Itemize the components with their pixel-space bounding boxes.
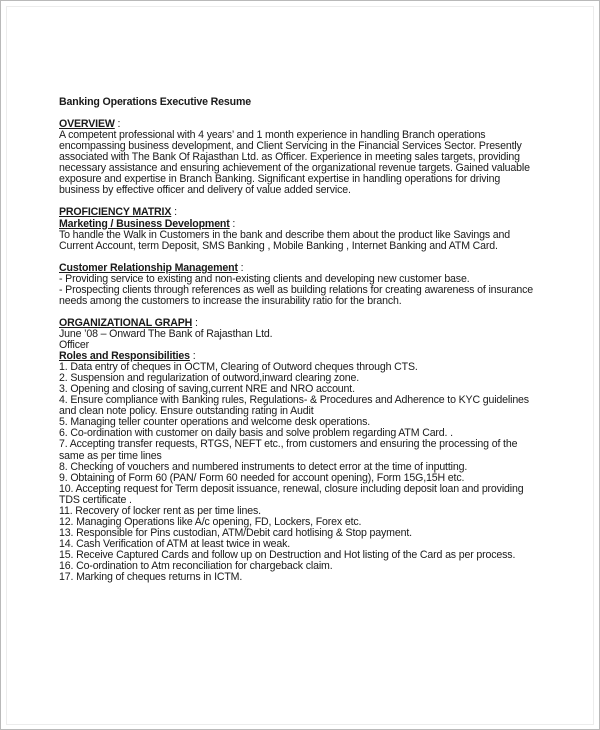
role-line: 13. Responsible for Pins custodian, ATM/Debit card hotlising & Stop payment. bbox=[59, 526, 412, 539]
role-line: 12. Managing Operations like A/c opening, FD, Lockers, Forex etc. bbox=[59, 515, 362, 528]
role-line: 11. Recovery of locker rent as per time lines. bbox=[59, 504, 261, 517]
overview-line: associated with The Bank Of Rajasthan Ltd. as Officer. Experience in meeting sales targets, providing bbox=[59, 151, 520, 164]
role-line: 10. Accepting request for Term deposit issuance, renewal, closure including deposit loan and providing bbox=[59, 482, 524, 495]
marketing-heading: Marketing / Business Development bbox=[59, 217, 230, 230]
role-line: TDS certificate . bbox=[59, 493, 132, 506]
role-line: 4. Ensure compliance with Banking rules, Regulations- & Procedures and Adherence to KYC guidelines bbox=[59, 394, 529, 407]
role-line: 2. Suspension and regularization of outword,inward clearing zone. bbox=[59, 372, 360, 385]
org-heading-colon: : bbox=[192, 316, 198, 329]
role-line: 5. Managing teller counter operations and welcome desk operations. bbox=[59, 416, 371, 429]
overview-line: necessary assistance and ensuring achievement of the organizational revenue targets. Gained valuable bbox=[59, 162, 530, 175]
org-heading: ORGANIZATIONAL GRAPH bbox=[59, 316, 193, 329]
role-line: 8. Checking of vouchers and numbered instruments to detect error at the time of inputting. bbox=[59, 460, 468, 473]
org-tenure: June ’08 – Onward The Bank of Rajasthan Ltd. bbox=[59, 327, 273, 340]
role-line: 6. Co-ordination with customer on daily basis and solve problem regarding ATM Card. . bbox=[59, 427, 453, 440]
marketing-heading-colon: : bbox=[229, 217, 236, 230]
spacer bbox=[59, 108, 547, 119]
crm-heading-colon: : bbox=[237, 261, 244, 274]
role-line: 1. Data entry of cheques in OCTM, Clearing of Outword cheques through CTS. bbox=[59, 361, 418, 374]
role-line: 16. Co-ordination to Atm reconciliation for chargeback claim. bbox=[59, 559, 333, 572]
overview-line: encompassing business development, and Client Servicing in the Financial Services Sector. Presently bbox=[59, 140, 522, 153]
role-line: 14. Cash Verification of ATM at least twice in weak. bbox=[59, 537, 291, 550]
role-line: 7. Accepting transfer requests, RTGS, NEFT etc., from customers and ensuring the processing of the bbox=[59, 438, 518, 451]
proficiency-heading-colon: : bbox=[171, 206, 177, 219]
overview-heading: OVERVIEW bbox=[59, 118, 115, 131]
marketing-line: Current Account, term Deposit, SMS Banking , Mobile Banking , Internet Banking and ATM Card. bbox=[59, 239, 498, 252]
crm-line: needs among the customers to increase the insurability ratio for the branch. bbox=[59, 294, 402, 307]
proficiency-heading: PROFICIENCY MATRIX bbox=[59, 206, 172, 219]
overview-line: business by effective officer and delivery of value added service. bbox=[59, 184, 351, 197]
overview-heading-colon: : bbox=[114, 118, 121, 131]
marketing-heading-line bbox=[59, 219, 547, 230]
crm-heading: Customer Relationship Management bbox=[59, 261, 238, 274]
role-line: 9. Obtaining of Form 60 (PAN/ Form 60 needed for account opening), Form 15G,15H etc. bbox=[59, 471, 465, 484]
roles-heading-colon: : bbox=[189, 350, 196, 363]
crm-line: - Providing service to existing and non-existing clients and developing new customer base. bbox=[59, 272, 470, 285]
overview-line: A competent professional with 4 years’ and 1 month experience in handling Branch operations bbox=[59, 129, 486, 142]
marketing-line: To handle the Walk in Customers in the bank and describe them about the product like Savings and bbox=[59, 228, 511, 241]
role-line: 15. Receive Captured Cards and follow up on Destruction and Hot listing of the Card as per process. bbox=[59, 548, 516, 561]
org-position: Officer bbox=[59, 339, 89, 352]
document-title: Banking Operations Executive Resume bbox=[59, 97, 251, 108]
overview-line: exposure and expertise in Branch Banking. Significant expertise in handling operations for driving bbox=[59, 173, 501, 186]
resume-page bbox=[59, 97, 547, 583]
role-line: 17. Marking of cheques returns in ICTM. bbox=[59, 571, 243, 584]
crm-line: - Prospecting clients through references as well as building relations for creating awareness of insurance bbox=[59, 283, 534, 296]
roles-heading: Roles and Responsibilities bbox=[59, 350, 190, 363]
role-line: 3. Opening and closing of saving,current NRE and NRO account. bbox=[59, 383, 355, 396]
role-line: same as per time lines bbox=[59, 449, 162, 462]
role-line: and clean note policy. Ensure outstanding rating in Audit bbox=[59, 405, 314, 418]
